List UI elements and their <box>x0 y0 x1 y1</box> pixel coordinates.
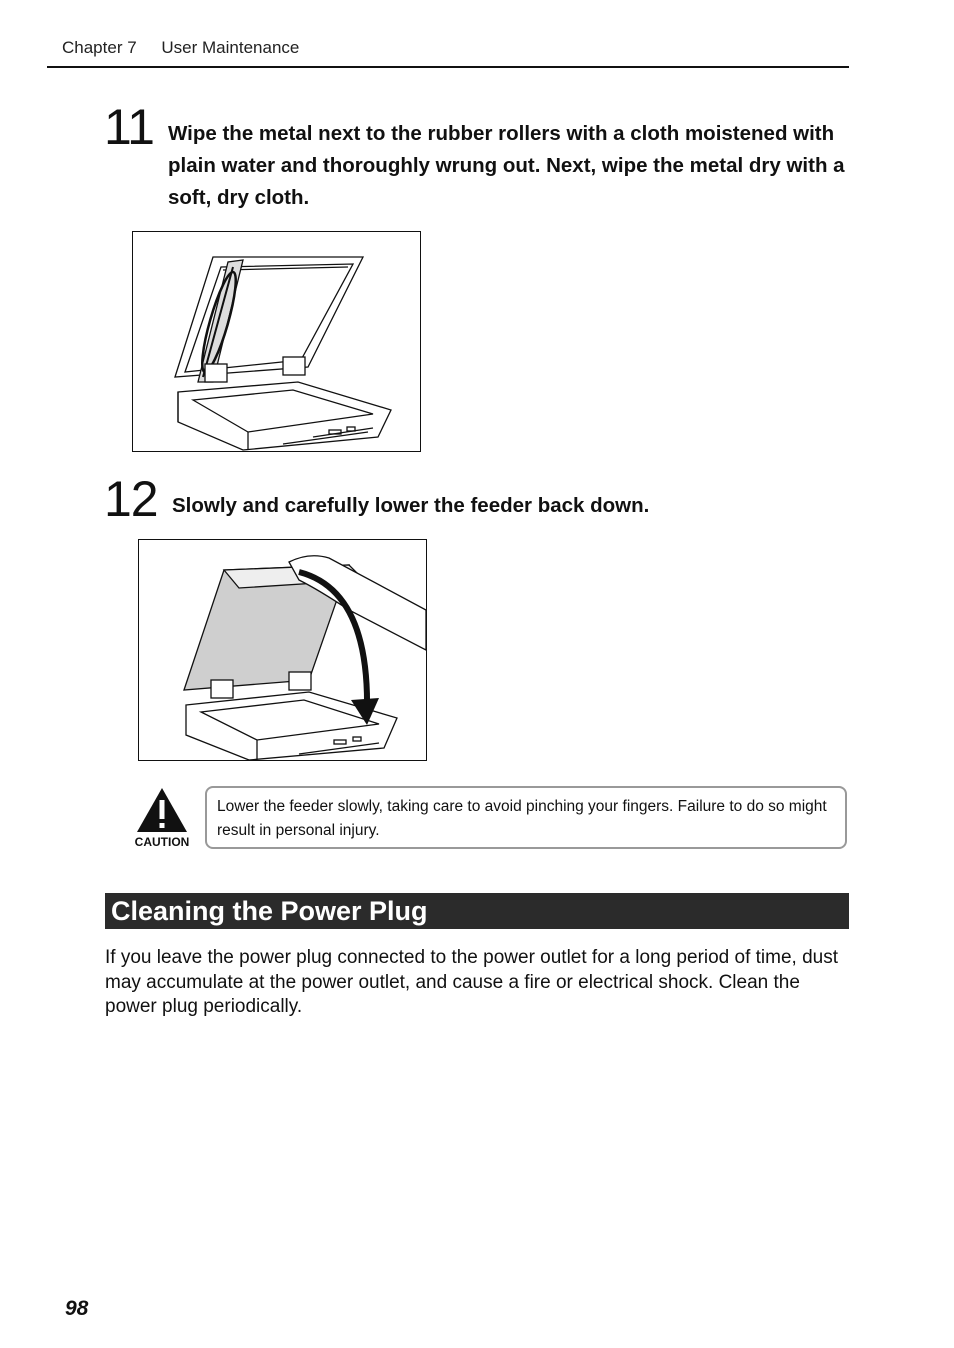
caution-message: Lower the feeder slowly, taking care to avoid pinching your fingers. Failure to do so might result in personal injury. <box>205 786 847 849</box>
step-12-number: 12 <box>104 471 158 527</box>
scanner-open-illustration <box>133 232 420 451</box>
figure-lower-feeder <box>138 539 427 761</box>
step-12-text: Slowly and carefully lower the feeder back down. <box>172 494 650 517</box>
header-rule <box>47 66 849 68</box>
page-number: 98 <box>65 1297 89 1320</box>
section-heading: Cleaning the Power Plug <box>105 893 849 929</box>
chapter-title: User Maintenance <box>161 38 300 57</box>
running-header <box>62 38 299 58</box>
caution-label: CAUTION <box>134 835 190 849</box>
step-11-text: Wipe the metal next to the rubber rollers with a cloth moistened with plain water and thoroughly wrung out. Next, wipe the metal dry with a soft, dry cloth. <box>168 122 845 209</box>
step-11-number: 11 <box>104 99 154 155</box>
chapter-label: Chapter 7 <box>62 38 137 57</box>
scanner-closing-illustration <box>139 540 426 760</box>
figure-wipe-metal <box>132 231 421 452</box>
section-body: If you leave the power plug connected to the power outlet for a long period of time, dust may accumulate at the power outlet, and cause a fire or electrical shock. Clean the power plug periodically. <box>105 947 839 1017</box>
